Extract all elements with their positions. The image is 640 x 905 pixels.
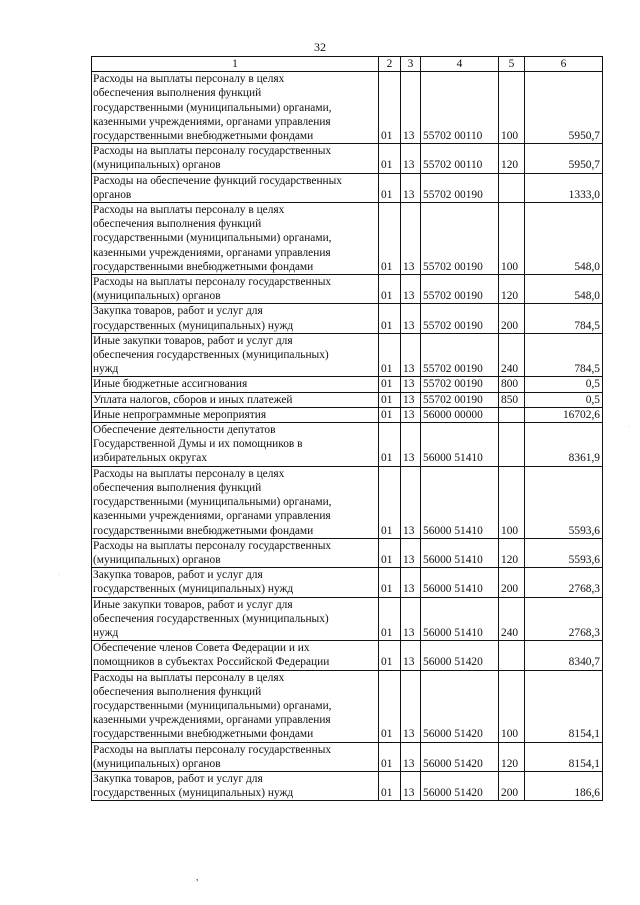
amount-cell: 2768,3 [525,597,603,641]
target-article-code-cell: 55702 00190 [421,203,499,275]
expense-type-code-cell: 200 [499,304,525,333]
section-code-cell: 01 [379,377,401,392]
subsection-code-cell: 13 [401,538,421,567]
column-header: 1 [92,57,379,72]
target-article-code-cell: 56000 51420 [421,771,499,800]
amount-cell: 784,5 [525,304,603,333]
column-header: 4 [421,57,499,72]
target-article-code-cell: 55702 00190 [421,377,499,392]
expense-type-code-cell [499,407,525,422]
table-row [92,771,603,800]
expense-type-code-cell: 120 [499,144,525,173]
table-row [92,304,603,333]
section-code-cell: 01 [379,771,401,800]
subsection-code-cell: 13 [401,670,421,742]
section-code-cell: 01 [379,641,401,670]
section-code-cell: 01 [379,423,401,467]
amount-cell: 548,0 [525,203,603,275]
target-article-code-cell: 55702 00190 [421,392,499,407]
expense-type-code-cell: 120 [499,538,525,567]
subsection-code-cell: 13 [401,304,421,333]
subsection-code-cell: 13 [401,203,421,275]
subsection-code-cell: 13 [401,72,421,144]
target-article-code-cell: 56000 51410 [421,466,499,538]
amount-cell: 0,5 [525,392,603,407]
scan-speck: · [628,424,630,430]
row-name-cell: Иные бюджетные ассигнования [92,377,379,392]
row-name-cell: Закупка товаров, работ и услуг для государственных (муниципальных) нужд [92,771,379,800]
section-code-cell: 01 [379,72,401,144]
expense-type-code-cell: 120 [499,742,525,771]
stray-mark: , [196,872,199,883]
subsection-code-cell: 13 [401,466,421,538]
section-code-cell: 01 [379,275,401,304]
target-article-code-cell: 55702 00110 [421,144,499,173]
expense-type-code-cell: 120 [499,275,525,304]
target-article-code-cell: 55702 00190 [421,173,499,202]
target-article-code-cell: 55702 00110 [421,72,499,144]
row-name-cell: Обеспечение членов Совета Федерации и их помощников в субъектах Российской Федерации [92,641,379,670]
section-code-cell: 01 [379,568,401,597]
expense-type-code-cell: 800 [499,377,525,392]
table-row [92,568,603,597]
expense-type-code-cell: 100 [499,670,525,742]
subsection-code-cell: 13 [401,597,421,641]
amount-cell: 5593,6 [525,538,603,567]
amount-cell: 548,0 [525,275,603,304]
row-name-cell: Закупка товаров, работ и услуг для государственных (муниципальных) нужд [92,304,379,333]
table-row [92,670,603,742]
subsection-code-cell: 13 [401,392,421,407]
budget-table [91,56,603,801]
subsection-code-cell: 13 [401,144,421,173]
table-row [92,538,603,567]
expense-type-code-cell [499,173,525,202]
section-code-cell: 01 [379,538,401,567]
row-name-cell: Расходы на выплаты персоналу государственных (муниципальных) органов [92,538,379,567]
row-name-cell: Обеспечение деятельности депутатов Государственной Думы и их помощников в избирательных округах [92,423,379,467]
section-code-cell: 01 [379,203,401,275]
table-header-row [92,57,603,72]
row-name-cell: Расходы на обеспечение функций государственных органов [92,173,379,202]
subsection-code-cell: 13 [401,641,421,670]
target-article-code-cell: 56000 51410 [421,423,499,467]
target-article-code-cell: 56000 51410 [421,597,499,641]
target-article-code-cell: 56000 51420 [421,742,499,771]
subsection-code-cell: 13 [401,568,421,597]
column-header: 6 [525,57,603,72]
target-article-code-cell: 56000 51420 [421,641,499,670]
expense-type-code-cell: 200 [499,771,525,800]
section-code-cell: 01 [379,144,401,173]
section-code-cell: 01 [379,597,401,641]
amount-cell: 8154,1 [525,742,603,771]
subsection-code-cell: 13 [401,173,421,202]
row-name-cell: Иные закупки товаров, работ и услуг для обеспечения государственных (муниципальных) нужд [92,333,379,377]
table-row [92,407,603,422]
amount-cell: 5593,6 [525,466,603,538]
row-name-cell: Иные непрограммные мероприятия [92,407,379,422]
subsection-code-cell: 13 [401,333,421,377]
section-code-cell: 01 [379,392,401,407]
row-name-cell: Уплата налогов, сборов и иных платежей [92,392,379,407]
expense-type-code-cell: 100 [499,203,525,275]
subsection-code-cell: 13 [401,377,421,392]
target-article-code-cell: 55702 00190 [421,304,499,333]
expense-type-code-cell [499,641,525,670]
row-name-cell: Иные закупки товаров, работ и услуг для обеспечения государственных (муниципальных) нужд [92,597,379,641]
expense-type-code-cell [499,423,525,467]
row-name-cell: Расходы на выплаты персоналу государственных (муниципальных) органов [92,742,379,771]
amount-cell: 8154,1 [525,670,603,742]
row-name-cell: Закупка товаров, работ и услуг для государственных (муниципальных) нужд [92,568,379,597]
section-code-cell: 01 [379,466,401,538]
column-header: 2 [379,57,401,72]
amount-cell: 5950,7 [525,72,603,144]
subsection-code-cell: 13 [401,407,421,422]
section-code-cell: 01 [379,333,401,377]
table-row [92,275,603,304]
subsection-code-cell: 13 [401,742,421,771]
table-row [92,72,603,144]
row-name-cell: Расходы на выплаты персоналу в целях обеспечения выполнения функций государственными (муниципальными) органами, казенными учреждениями, органами управления государственными внебюджетными фондами [92,203,379,275]
section-code-cell: 01 [379,304,401,333]
amount-cell: 8361,9 [525,423,603,467]
target-article-code-cell: 56000 00000 [421,407,499,422]
subsection-code-cell: 13 [401,771,421,800]
target-article-code-cell: 56000 51420 [421,670,499,742]
section-code-cell: 01 [379,742,401,771]
table-row [92,144,603,173]
amount-cell: 784,5 [525,333,603,377]
table-row [92,333,603,377]
target-article-code-cell: 55702 00190 [421,275,499,304]
column-header: 5 [499,57,525,72]
target-article-code-cell: 56000 51410 [421,538,499,567]
section-code-cell: 01 [379,407,401,422]
table-row [92,377,603,392]
table-row [92,203,603,275]
expense-type-code-cell: 240 [499,333,525,377]
row-name-cell: Расходы на выплаты персоналу в целях обеспечения выполнения функций государственными (муниципальными) органами, казенными учреждениями, органами управления государственными внебюджетными фондами [92,466,379,538]
target-article-code-cell: 56000 51410 [421,568,499,597]
table-row [92,173,603,202]
expense-type-code-cell: 240 [499,597,525,641]
amount-cell: 1333,0 [525,173,603,202]
scan-speck: · [58,572,60,578]
amount-cell: 8340,7 [525,641,603,670]
expense-type-code-cell: 100 [499,466,525,538]
table-row [92,466,603,538]
table-row [92,641,603,670]
table-row [92,392,603,407]
subsection-code-cell: 13 [401,423,421,467]
table-row [92,742,603,771]
row-name-cell: Расходы на выплаты персоналу государственных (муниципальных) органов [92,275,379,304]
page-number: 32 [314,40,326,54]
row-name-cell: Расходы на выплаты персоналу государственных (муниципальных) органов [92,144,379,173]
amount-cell: 16702,6 [525,407,603,422]
column-header: 3 [401,57,421,72]
table-row [92,423,603,467]
section-code-cell: 01 [379,173,401,202]
subsection-code-cell: 13 [401,275,421,304]
row-name-cell: Расходы на выплаты персоналу в целях обеспечения выполнения функций государственными (муниципальными) органами, казенными учреждениями, органами управления государственными внебюджетными фондами [92,72,379,144]
expense-type-code-cell: 200 [499,568,525,597]
table-row [92,597,603,641]
amount-cell: 186,6 [525,771,603,800]
expense-type-code-cell: 850 [499,392,525,407]
row-name-cell: Расходы на выплаты персоналу в целях обеспечения выполнения функций государственными (муниципальными) органами, казенными учреждениями, органами управления государственными внебюджетными фондами [92,670,379,742]
target-article-code-cell: 55702 00190 [421,333,499,377]
expense-type-code-cell: 100 [499,72,525,144]
amount-cell: 5950,7 [525,144,603,173]
amount-cell: 2768,3 [525,568,603,597]
section-code-cell: 01 [379,670,401,742]
amount-cell: 0,5 [525,377,603,392]
